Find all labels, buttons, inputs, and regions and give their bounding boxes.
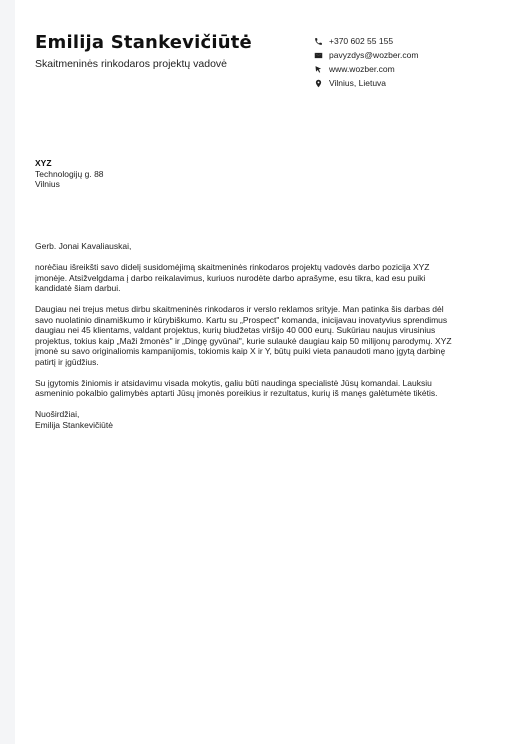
letter-greeting: Gerb. Jonai Kavaliauskai, (35, 241, 132, 251)
cursor-icon (314, 65, 323, 74)
location-pin-icon (314, 79, 323, 88)
contact-website-text[interactable]: www.wozber.com (329, 64, 395, 74)
letter-page (15, 0, 526, 744)
letter-paragraph: Su įgytomis žiniomis ir atsidavimu visada mokytis, galiu būti naudinga specialistė Jūsų komandai. Lauksiu asmeninio pokalbio galimybės aptarti Jūsų įmonės poreikius ir rezultatus, kurių iš manęs galėtumėte tikėtis. (35, 377, 438, 398)
recipient-company: XYZ (35, 158, 52, 168)
contact-website (314, 62, 418, 76)
letter-body (35, 241, 460, 430)
phone-icon (314, 37, 323, 46)
recipient-street: Technologijų g. 88 (35, 168, 104, 179)
letter-paragraph: norėčiau išreikšti savo didelį susidomėjimą skaitmeninės rinkodaros projektų vadovės darbo pozicija XYZ įmonėje. Atsižvelgdama į darbo reikalavimus, kuriuos nurodėte darbo aprašyme, esu tikra, kad esu puiki kandidatė šiam darbui. (35, 262, 430, 293)
contact-email-text[interactable]: pavyzdys@wozber.com (329, 50, 419, 60)
applicant-name: Emilija Stankevičiūtė (35, 32, 252, 53)
contact-email (314, 48, 418, 62)
contact-location (314, 76, 418, 90)
contact-phone (314, 34, 418, 48)
recipient-city: Vilnius (35, 179, 60, 189)
letter-paragraph: Daugiau nei trejus metus dirbu skaitmeninės rinkodaros ir verslo reklamos srityje. Man patinka šis darbas dėl savo nuolatinio dinamiškumo ir kūrybiškumo. Kartu su „Prospect" komanda, inicijavau inovatyvius sprendimus daugiau nei 45 klientams, valdant projektus, kurių biudžetas viršijo 40 000 eurų. Sukūriau naujus virusinius projektus, tokius kaip „Maži žmonės" ir „Dingę gyvūnai", kurie sulaukė daugiau kaip 50 milijonų parodymų. XYZ įmonė su savo originaliomis kampanijomis, tokiomis kaip X ir Y, būtų puiki vieta panaudoti mano įgytą darbinę patirtį ir įgūdžius. (35, 304, 452, 367)
contact-phone-text: +370 602 55 155 (329, 36, 394, 46)
applicant-job-title: Skaitmeninės rinkodaros projektų vadovė (35, 58, 228, 70)
contact-list (314, 34, 418, 90)
recipient-address (35, 158, 104, 190)
letter-closing: Nuoširdžiai, (35, 409, 80, 419)
contact-location-text: Vilnius, Lietuva (329, 78, 387, 88)
envelope-icon (314, 51, 323, 60)
letter-signature: Emilija Stankevičiūtė (35, 419, 113, 430)
